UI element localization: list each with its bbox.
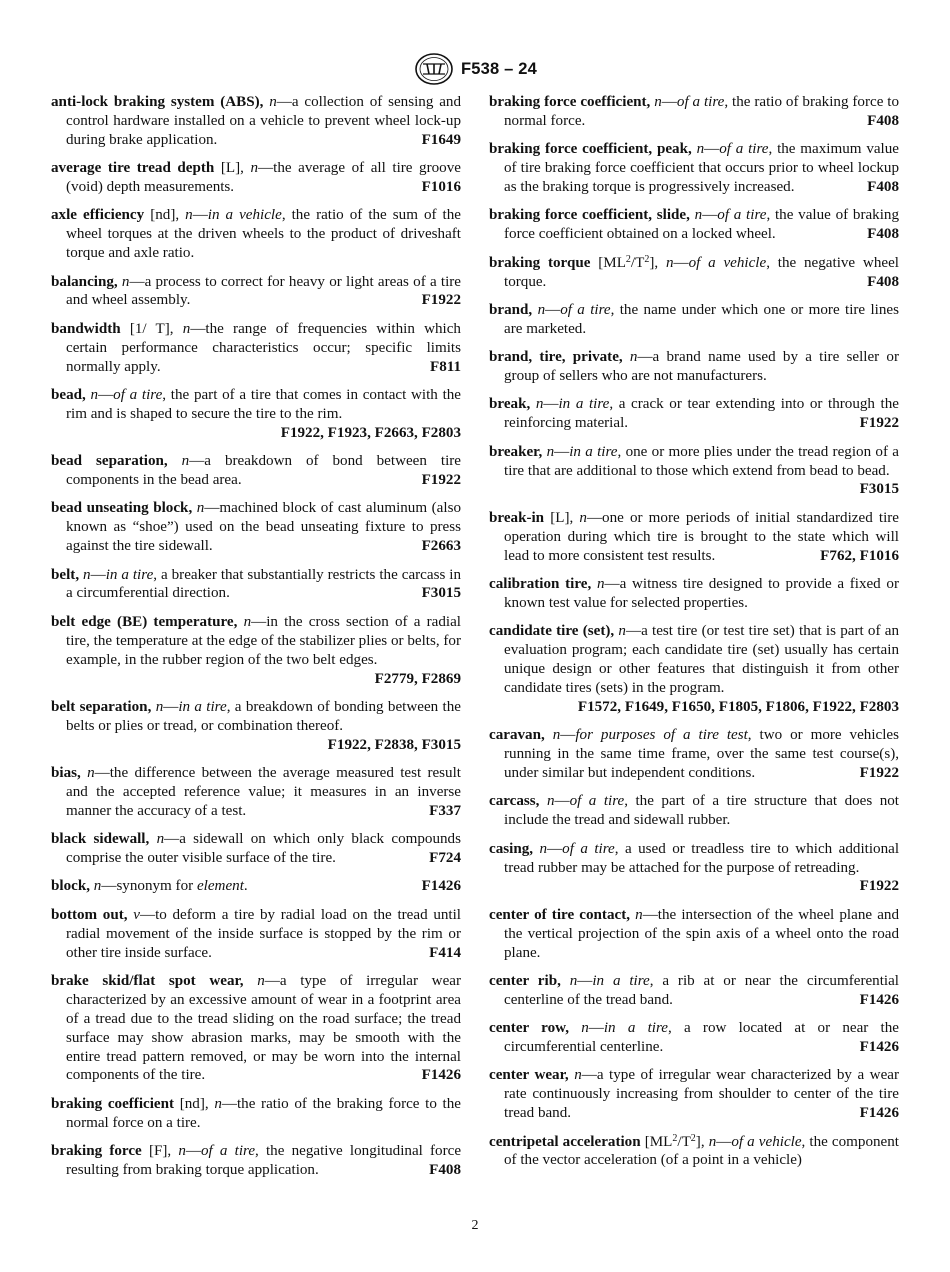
part-of-speech: n	[618, 623, 626, 640]
definition-entry	[489, 1019, 899, 1057]
definition-text: to deform a tire by radial load on the tread until radial movement of the inside surface is stopped by the rim or other tire inside surface.	[66, 906, 461, 961]
em-dash: —	[98, 386, 114, 403]
definition-text: , the component of the vector acceleration (of a point in a vehicle)	[504, 1133, 899, 1169]
reference-standards: F1922	[421, 292, 461, 309]
term-name: bead separation,	[51, 453, 168, 470]
term-name: calibration tire,	[489, 575, 592, 592]
term-name: casing,	[489, 840, 534, 857]
term-name: brand,	[489, 301, 533, 318]
definition-entry	[51, 386, 461, 443]
definition-entry	[51, 830, 461, 868]
definition-text: a sidewall on which only black compounds comprise the outer visible surface of the tire.	[66, 831, 461, 867]
part-of-speech: n	[581, 1020, 589, 1037]
reference-standards: F1426	[859, 1105, 899, 1122]
part-of-speech: n	[93, 878, 102, 895]
part-of-speech: n	[269, 94, 277, 110]
reference-standards: F3015	[421, 585, 461, 602]
definition-text: the average of all tire groove (void) depth measurements.	[66, 160, 461, 196]
part-of-speech: n	[535, 396, 544, 413]
definition-entry	[489, 443, 899, 500]
part-of-speech: n	[90, 386, 99, 403]
part-of-speech: n	[635, 906, 643, 923]
definition-entry	[489, 348, 899, 386]
definition-entry	[51, 566, 461, 604]
definition-entry	[489, 301, 899, 339]
term-name: braking torque	[489, 254, 591, 271]
term-scope: of a tire	[201, 1143, 256, 1160]
term-unit: [L],	[550, 509, 574, 526]
reference-standards: F1922	[859, 415, 899, 432]
reference-standards: F337	[429, 802, 461, 819]
term-name: break-in	[489, 509, 545, 526]
part-of-speech: n	[694, 207, 703, 224]
reference-standards: F408	[867, 112, 899, 129]
definition-text: a process to correct for heavy or light areas of a tire and wheel assembly.	[66, 273, 461, 309]
definition-text: , the maximum value of tire braking force coefficient that occurs prior to wheel lockup as the braking torque is progressively increased.	[504, 141, 900, 196]
definition-text: , a rib at or near the circumferential centerline of the tread band.	[504, 972, 900, 1008]
definition-entry	[489, 254, 899, 292]
term-name: center of tire contact,	[489, 906, 630, 923]
definition-entry	[51, 972, 461, 1085]
em-dash: —	[702, 207, 718, 224]
part-of-speech: n	[537, 301, 546, 318]
term-name: braking coefficient	[51, 1095, 175, 1112]
reference-standards: F408	[867, 226, 899, 243]
term-scope: of a tire	[719, 141, 769, 158]
term-name: bandwidth	[51, 320, 121, 337]
definition-entry	[51, 93, 461, 150]
em-dash: —	[625, 623, 642, 640]
reference-standards: F1016	[421, 179, 461, 196]
definition-text: , the negative longitudinal force resulting from braking torque application.	[66, 1143, 462, 1178]
em-dash: —	[101, 878, 117, 895]
term-scope: of a vehicle	[688, 254, 767, 271]
definition-entry	[51, 499, 461, 556]
right-column	[489, 93, 899, 1180]
definition-entry	[489, 726, 899, 783]
em-dash: —	[716, 1133, 732, 1150]
term-scope: for purposes of a tire test	[575, 727, 748, 744]
em-dash: —	[554, 443, 570, 460]
part-of-speech: n	[654, 94, 662, 110]
definition-entry	[489, 840, 899, 897]
definition-entry	[489, 792, 899, 830]
definition-text: in the cross section of a radial tire, the temperature at the edge of the stabilizer plies or belts, for example, in the rubber region of the two belt edges.	[66, 613, 461, 668]
reference-standards: F1426	[421, 1067, 461, 1084]
reference-standards: F1922	[859, 878, 899, 895]
reference-standards: F414	[429, 944, 461, 961]
part-of-speech: n	[546, 793, 555, 810]
em-dash: —	[264, 972, 280, 989]
definition-text: , a row located at or near the circumferential centerline.	[504, 1020, 899, 1056]
definition-text: , the part of a tire that comes in contact with the rim and is shaped to secure the tire to the rim.	[66, 386, 462, 422]
em-dash: —	[251, 613, 267, 630]
definition-entry	[489, 622, 899, 717]
term-name: brand, tire, private,	[489, 349, 623, 366]
part-of-speech: n	[196, 500, 205, 517]
term-scope: of a tire	[560, 301, 611, 318]
em-dash: —	[94, 765, 110, 781]
em-dash: —	[661, 94, 677, 110]
term-name: braking force	[51, 1143, 142, 1160]
part-of-speech: n	[243, 613, 252, 630]
definition-entry	[51, 320, 461, 377]
part-of-speech: n	[181, 453, 190, 470]
definition-entry	[51, 273, 461, 311]
term-scope: of a tire	[569, 793, 625, 810]
definition-entry	[489, 93, 899, 131]
definition-entry	[51, 877, 461, 896]
term-name: anti-lock braking system (ABS),	[51, 94, 264, 110]
em-dash: —	[588, 1020, 604, 1037]
definition-entry	[51, 206, 461, 263]
term-unit: [nd],	[150, 207, 180, 224]
reference-standards: F1922	[421, 472, 461, 489]
term-name: belt edge (BE) temperature,	[51, 613, 238, 630]
definition-text: , a breakdown of bonding between the belts or plies or tread, or combination thereof.	[66, 698, 461, 734]
reference-standards: F1649	[421, 131, 461, 148]
part-of-speech: n	[546, 443, 555, 460]
reference-standards: F2663	[421, 538, 461, 555]
definition-text: one or more periods of initial standardized tire operation during which tire is brought to the state which will lead to more consistent test results.	[504, 509, 899, 564]
reference-standards: F408	[867, 179, 899, 196]
definition-entry	[51, 452, 461, 490]
definition-text: a witness tire designed to provide a fixed or known test value for selected properties.	[504, 575, 899, 611]
em-dash: —	[221, 1095, 237, 1112]
definition-text: the ratio of the braking force to the normal force on a tire.	[66, 1095, 461, 1131]
em-dash: —	[577, 972, 593, 989]
part-of-speech: n	[121, 273, 130, 290]
part-of-speech: n	[665, 254, 674, 271]
term-name: belt,	[51, 566, 80, 583]
definition-text: a brand name used by a tire seller or group of sellers who are not manufacturers.	[504, 349, 899, 385]
definition-entry	[51, 698, 461, 755]
part-of-speech: n	[552, 727, 561, 744]
definition-text: , the part of a tire structure that does not include the tread and sidewall rubber.	[504, 793, 900, 829]
definition-entry	[489, 1133, 899, 1171]
reference-standards: F1922	[859, 765, 899, 781]
part-of-speech: n	[579, 509, 587, 526]
reference-standards: F3015	[859, 481, 899, 498]
part-of-speech: n	[83, 566, 91, 583]
part-of-speech: n	[87, 765, 95, 781]
definition-entry	[489, 906, 899, 963]
definition-entry	[51, 906, 461, 963]
term-scope: in a tire	[569, 443, 618, 460]
term-name: bead unseating block,	[51, 500, 193, 517]
definition-italic: element	[196, 878, 244, 895]
reference-standards: F1922, F1923, F2663, F2803	[280, 424, 461, 441]
definition-entry	[51, 1142, 461, 1180]
part-of-speech: n	[182, 320, 191, 337]
term-scope: in a tire	[592, 972, 650, 989]
part-of-speech: n	[156, 831, 165, 848]
definition-text: a test tire (or test tire set) that is part of an evaluation program; each candidate tire (set) usually has certain unique design or other features that distinguish it from other candidate tires (sets) in the program.	[504, 623, 899, 696]
definition-text: , the ratio of braking force to normal force.	[504, 94, 900, 129]
em-dash: —	[258, 160, 274, 177]
term-unit: [1/ T],	[129, 320, 174, 337]
definition-entry	[489, 509, 899, 566]
definition-text: , the value of braking force coefficient obtained on a locked wheel.	[504, 207, 900, 243]
term-scope: in a tire	[178, 698, 227, 715]
em-dash: —	[673, 254, 689, 271]
definition-entry	[489, 972, 899, 1010]
page-number: 2	[471, 1218, 479, 1233]
part-of-speech: n	[596, 575, 605, 592]
definition-entry	[51, 613, 461, 689]
em-dash: —	[129, 273, 145, 290]
term-name: center row,	[489, 1020, 569, 1037]
term-name: block,	[51, 878, 91, 895]
reference-standards: F1572, F1649, F1650, F1805, F1806, F1922, F2803	[577, 698, 899, 715]
em-dash: —	[164, 831, 180, 848]
reference-standards: F1426	[859, 1039, 899, 1056]
part-of-speech: n	[708, 1133, 717, 1150]
term-name: braking force coefficient, peak,	[489, 141, 692, 158]
definition-text: a type of irregular wear characterized by an excessive amount of wear in a footprint area of a tread due to the tread sliding on the road surface; the tread surface may show abrasion marks, may be smooth with the entire tread pattern removed, or may be worn into the internal components of the tire.	[66, 972, 462, 1084]
term-unit: $[ML^2/T^2]$,	[598, 253, 659, 271]
term-scope: of a tire	[562, 840, 615, 857]
definition-text: the intersection of the wheel plane and the vertical projection of the spin axis of a wheel onto the road plane.	[504, 906, 899, 961]
definition-entry	[489, 395, 899, 433]
definition-text: , one or more plies under the tread region of a tire that are additional to those which extend from bead to bead.	[504, 443, 899, 479]
definition-entry	[51, 764, 461, 821]
definition-text: synonym for	[116, 878, 194, 895]
em-dash: —	[543, 396, 559, 413]
term-name: center wear,	[489, 1067, 569, 1084]
part-of-speech: n	[185, 207, 193, 224]
definition-text: a type of irregular wear characterized by a wear rate continuously increasing from shoulder to center of the tire tread band.	[504, 1067, 899, 1122]
term-scope: of a tire	[676, 94, 725, 110]
em-dash: —	[139, 906, 156, 923]
term-scope: of a tire	[113, 386, 163, 403]
term-name: center rib,	[489, 972, 561, 989]
part-of-speech: n	[178, 1143, 186, 1160]
term-scope: in a tire	[603, 1020, 668, 1037]
term-unit: [nd],	[179, 1095, 209, 1112]
standard-designation: F538 – 24	[460, 59, 538, 78]
term-name: break,	[489, 396, 531, 413]
term-scope: of a vehicle	[731, 1133, 802, 1150]
term-scope: in a vehicle	[207, 207, 282, 224]
reference-standards: F1922, F2838, F3015	[327, 736, 461, 753]
reference-standards: F1426	[421, 878, 461, 895]
definition-entry	[489, 1066, 899, 1123]
term-name: average tire tread depth	[51, 160, 215, 177]
part-of-speech: n	[155, 698, 164, 715]
reference-standards: F2779, F2869	[374, 670, 461, 687]
em-dash: —	[204, 500, 220, 517]
definition-text: , the ratio of the sum of the wheel torques at the driven wheels to the product of driveshaft torque and axle ratio.	[66, 207, 461, 262]
definition-entry	[51, 159, 461, 197]
reference-standards: F724	[429, 850, 461, 867]
part-of-speech: n	[629, 349, 638, 366]
part-of-speech: n	[574, 1067, 582, 1084]
em-dash: —	[547, 840, 563, 857]
em-dash: —	[545, 301, 561, 318]
definition-end: .	[243, 878, 248, 895]
definition-text: , a crack or tear extending into or through the reinforcing material.	[504, 396, 899, 432]
part-of-speech: n	[257, 972, 265, 989]
term-name: axle efficiency	[51, 207, 145, 224]
reference-standards: F811	[429, 358, 461, 375]
term-name: centripetal acceleration	[489, 1133, 641, 1150]
term-name: bias,	[51, 765, 81, 781]
term-scope: in a tire	[105, 566, 154, 583]
part-of-speech: n	[539, 840, 548, 857]
term-scope: in a tire	[558, 396, 610, 413]
definition-text: a collection of sensing and control hardware installed on a vehicle to prevent wheel lock-up during brake application.	[66, 94, 461, 148]
term-name: belt separation,	[51, 698, 152, 715]
definition-entry	[489, 140, 899, 197]
em-dash: —	[586, 509, 603, 526]
definition-text: , a breaker that substantially restricts the carcass in a circumferential direction.	[66, 566, 461, 602]
term-unit: [L],	[220, 160, 244, 177]
em-dash: —	[642, 906, 658, 923]
term-unit: $[ML^2/T^2]$,	[644, 1132, 705, 1150]
em-dash: —	[704, 141, 720, 158]
em-dash: —	[190, 320, 206, 337]
reference-standards: F408	[429, 1161, 461, 1178]
astm-logo-icon	[413, 52, 455, 86]
em-dash: —	[192, 207, 208, 224]
definition-text: the difference between the average measured test result and the accepted reference value; it measures in an inverse manner the accuracy of a test.	[66, 765, 461, 819]
definition-text: machined block of cast aluminum (also known as “shoe”) used on the bead unseating fixture to press against the tire sidewall.	[66, 500, 461, 555]
term-name: carcass,	[489, 793, 540, 810]
definition-entry	[489, 575, 899, 613]
term-name: breaker,	[489, 443, 543, 460]
part-of-speech: n	[214, 1095, 222, 1112]
em-dash: —	[560, 727, 576, 744]
em-dash: —	[581, 1067, 597, 1084]
em-dash: —	[90, 566, 106, 583]
definition-text: , the name under which one or more tire lines are marketed.	[504, 301, 899, 337]
em-dash: —	[276, 94, 292, 110]
term-name: black sidewall,	[51, 831, 150, 848]
term-scope: of a tire	[717, 207, 767, 224]
em-dash: —	[604, 575, 620, 592]
part-of-speech: n	[250, 160, 259, 177]
reference-standards: F762, F1016	[820, 547, 899, 564]
definition-text: , the negative wheel torque.	[504, 254, 899, 290]
em-dash: —	[163, 698, 179, 715]
part-of-speech: n	[696, 141, 705, 158]
em-dash: —	[637, 349, 653, 366]
definition-entry	[51, 1095, 461, 1133]
em-dash: —	[185, 1143, 201, 1160]
term-name: balancing,	[51, 273, 118, 290]
definition-text: the range of frequencies within which certain performance characteristics occur; specific limits normally apply.	[66, 320, 461, 375]
term-name: bead,	[51, 386, 86, 403]
em-dash: —	[189, 453, 205, 470]
term-name: braking force coefficient, slide,	[489, 207, 690, 224]
term-unit: [F],	[148, 1143, 172, 1160]
definition-text: , a used or treadless tire to which additional tread rubber may be attached for the purpose of retreading.	[504, 840, 900, 876]
term-name: braking force coefficient,	[489, 94, 651, 110]
left-column	[51, 93, 461, 1189]
page-header	[0, 52, 950, 86]
definition-entry	[489, 206, 899, 244]
reference-standards: F408	[867, 273, 899, 290]
term-name: brake skid/flat spot wear,	[51, 972, 244, 989]
term-name: candidate tire (set),	[489, 623, 615, 640]
definition-text: a breakdown of bond between tire components in the bead area.	[66, 453, 461, 489]
part-of-speech: n	[569, 972, 578, 989]
reference-standards: F1426	[859, 991, 899, 1008]
part-of-speech: v	[133, 906, 140, 923]
definition-text: , two or more vehicles running in the same time frame, over the same test course(s), under similar but independent conditions.	[504, 727, 899, 781]
term-name: bottom out,	[51, 906, 128, 923]
em-dash: —	[554, 793, 570, 810]
term-name: caravan,	[489, 727, 545, 744]
